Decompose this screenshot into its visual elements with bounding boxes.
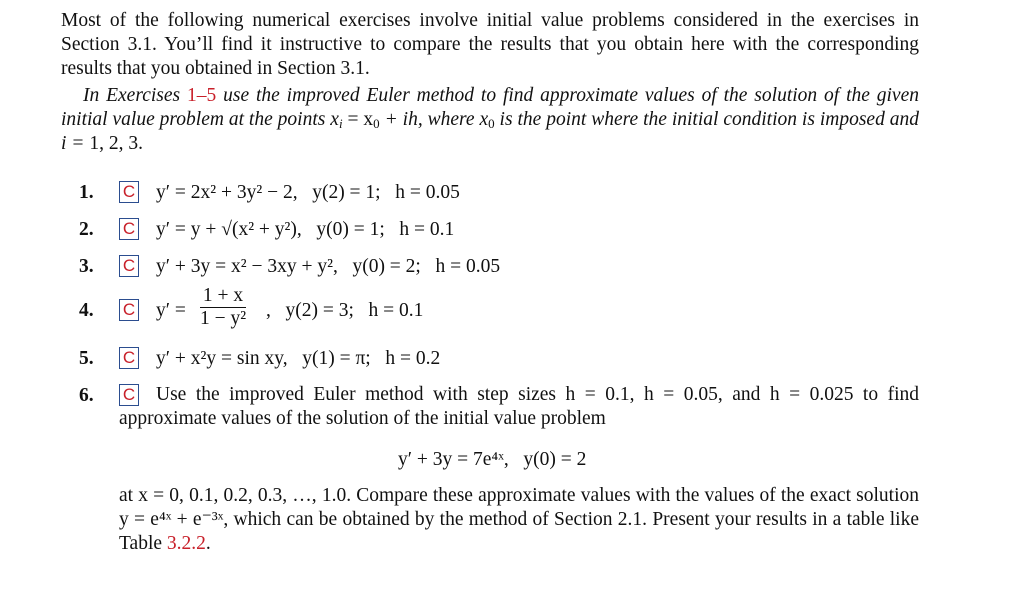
exercise-1 (0, 181, 1024, 211)
exercise-number: 3. (79, 256, 94, 277)
exercise-number: 6. (79, 385, 94, 406)
exercise-number: 4. (79, 300, 94, 321)
computer-badge[interactable]: C (119, 181, 139, 203)
exercise-equation: y′ = y + √(x² + y²), y(0) = 1; h = 0.1 (156, 219, 455, 240)
instructions-lead: In Exercises (83, 85, 187, 106)
instructions-paragraph: In Exercises 1–5 use the improved Euler method to find approximate values of the solution of the given initial value problem at the points $x_i = x_0$ + ih, where $x_0$ is the point where the initial condition is imposed and i = 1, 2, 3. (61, 85, 920, 154)
exercise-2 (0, 218, 1024, 248)
exercise-number: 1. (79, 182, 94, 203)
exercise-equation: y′ + x²y = sin xy, y(1) = π; h = 0.2 (156, 348, 441, 369)
exercise-lhs: y′ = (156, 300, 186, 321)
instructions-text-2: = x (342, 109, 374, 130)
final-period: . (205, 533, 211, 554)
computer-badge[interactable]: C (119, 255, 139, 277)
computer-badge[interactable]: C (119, 218, 139, 240)
exercise-number: 5. (79, 348, 94, 369)
instructions-text-4: is the point where the initial condition is imposed and i = (61, 109, 920, 154)
instructions-text-1: use the improved Euler method to find approximate values of the solution of the given initial value problem at the points x (61, 85, 919, 130)
exercise-3 (0, 255, 1024, 285)
exercise-equation: y′ = 2x² + 3y² − 2, y(2) = 1; h = 0.05 (156, 182, 460, 203)
intro-paragraph: Most of the following numerical exercises involve initial value problems considered in the exercises in Section 3.1. You’ll find it instructive to compare the results that you obtain here with the corresponding results that you obtained in Section 3.1. (61, 10, 919, 79)
computer-badge[interactable]: C (119, 347, 139, 369)
exercise-4 (0, 285, 1024, 329)
exercise-equation: y′ + 3y = x² − 3xy + y², y(0) = 2; h = 0.05 (156, 256, 501, 277)
instructions-text-3: + ih, where x (379, 109, 489, 130)
exercise-conditions: , y(2) = 3; h = 0.1 (266, 300, 424, 321)
exercise-range-link[interactable]: 1–5 (186, 85, 217, 106)
computer-badge[interactable]: C (119, 384, 139, 406)
i-values: 1, 2, 3. (89, 133, 143, 154)
exercise-5 (0, 347, 1024, 377)
exercise-6-text: Use the improved Euler method with step sizes h = 0.1, h = 0.05, and h = 0.025 to find approximate values of the solution of the initial value problem (119, 384, 919, 429)
computer-badge[interactable]: C (119, 299, 139, 321)
table-link[interactable]: 3.2.2 (166, 533, 206, 554)
exercise-6-final (119, 484, 919, 556)
exercise-6-ode: y′ + 3y = 7e⁴ˣ, y(0) = 2 (398, 449, 587, 470)
final-text: at x = 0, 0.1, 0.2, 0.3, …, 1.0. Compare these approximate values with the values of the exact solution y = e⁴ˣ + e⁻³ˣ, which can be obtained by the method of Section 2.1. Present your results in a table like Table (119, 485, 919, 554)
exercise-number: 2. (79, 219, 94, 240)
fraction-denominator: 1 − y² (200, 308, 247, 329)
fraction-numerator: 1 + x (200, 285, 246, 308)
fraction (200, 285, 246, 330)
